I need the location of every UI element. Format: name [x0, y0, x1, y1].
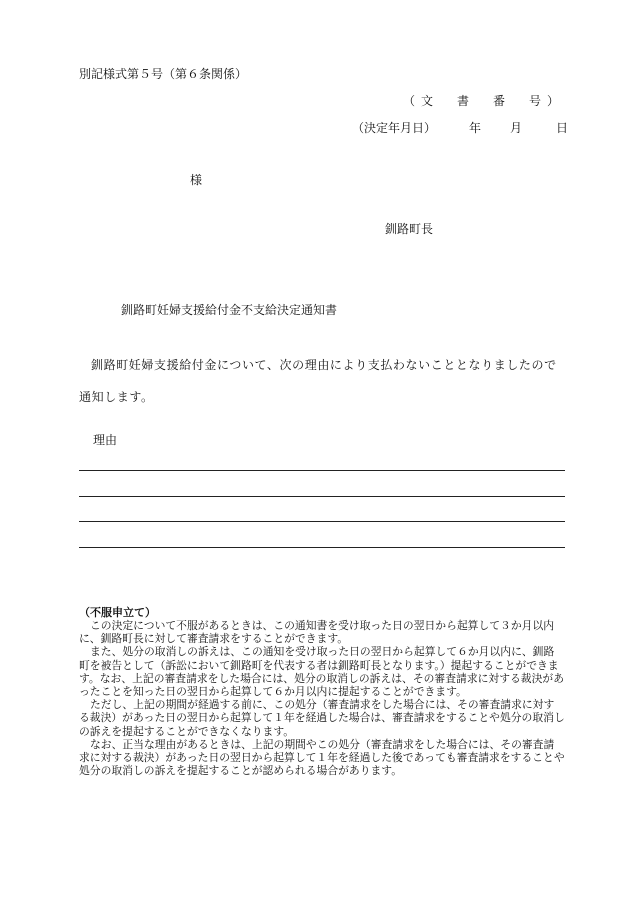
date-day-label: 日 — [556, 121, 569, 135]
reason-line — [79, 521, 565, 522]
appeal-section — [79, 606, 565, 777]
appeal-paragraph: また、処分の取消しの訴えは、この通知を受け取った日の翌日から起算して６か月以内に、釧路町を被告として（訴訟において釧路町を代表する者は釧路町長となります。）提起することができます。なお、上記の審査請求をした場合には、処分の取消しの訴えは、その審査請求に対する裁決があったことを知った日の翌日から起算して６か月以内に提起することができます。 — [79, 645, 564, 699]
document-title: 釧路町妊婦支援給付金不支給決定通知書 — [121, 303, 338, 317]
document-number: （文 書 番 号） — [402, 94, 565, 108]
date-month-label: 月 — [510, 121, 523, 135]
appeal-heading: （不服申立て） — [79, 606, 156, 619]
issuer-name: 釧路町長 — [385, 222, 434, 236]
reason-label: 理由 — [93, 433, 118, 447]
appeal-paragraph: なお、正当な理由があるときは、上記の期間やこの処分（審査請求をした場合には、その審査請求に対する裁決）があった日の翌日から起算して１年を経過した後であっても審査請求をすることや処分の取消しの訴えを提起することが認められる場合があります。 — [79, 737, 565, 778]
appeal-paragraph: ただし、上記の期間が経過する前に、この処分（審査請求をした場合には、その審査請求に対する裁決）があった日の翌日から起算して１年を経過した場合は、審査請求をすることや処分の取消しの訴えを提起することができなくなります。 — [79, 698, 565, 738]
appeal-paragraph: この決定について不服があるときは、この通知書を受け取った日の翌日から起算して３か月以内に、釧路町長に対して審査請求をすることができます。 — [79, 619, 555, 646]
decision-date-label: （決定年月日） — [352, 121, 437, 135]
body-text: 釧路町妊婦支援給付金について、次の理由により支払わないこととなりましたので通知します。 — [79, 358, 557, 404]
reason-line — [79, 547, 565, 548]
form-label: 別記様式第５号（第６条関係） — [79, 67, 248, 81]
reason-line — [79, 470, 565, 471]
reason-line — [79, 496, 565, 497]
addressee-honorific: 様 — [190, 173, 203, 187]
date-year-label: 年 — [469, 121, 482, 135]
